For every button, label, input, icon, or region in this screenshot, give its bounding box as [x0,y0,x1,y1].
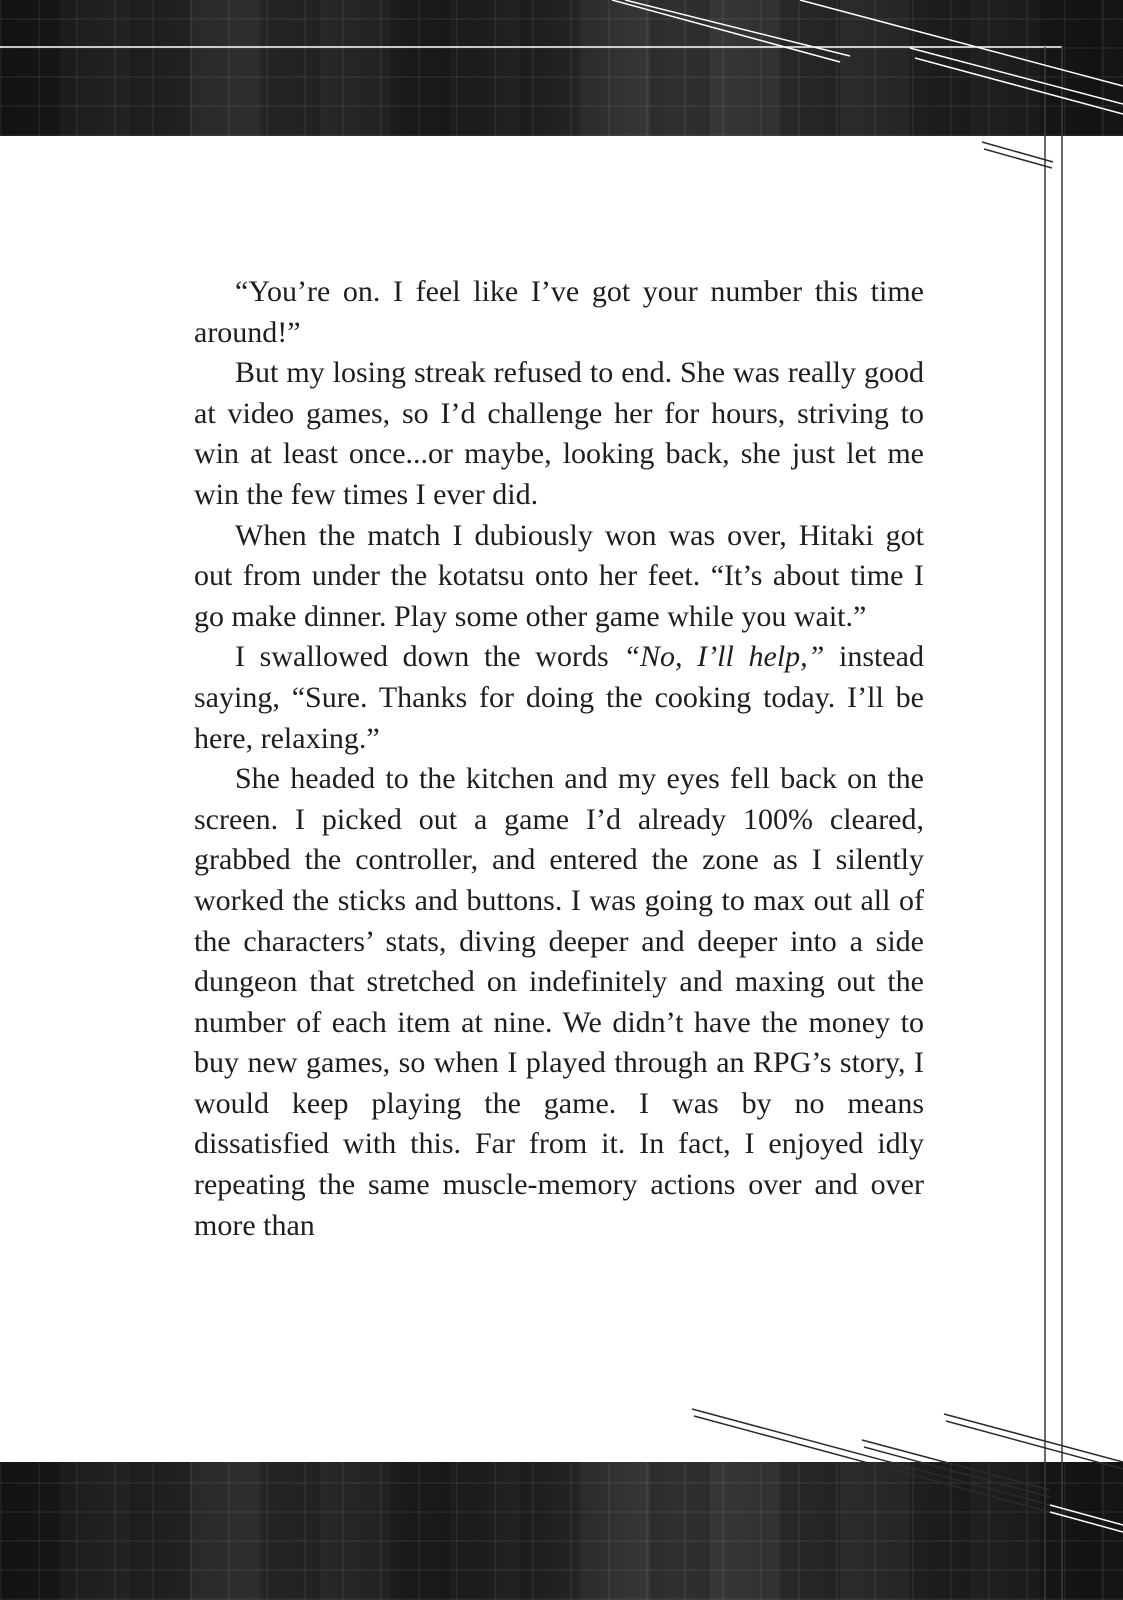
body-text [194,272,924,1246]
paragraph: But my losing streak refused to end. She was really good at video games, so I’d challenge her for hours, striving to win at least once...or maybe, looking back, she just let me win the few times I ever did. [194,356,924,511]
italic-quote: “No, I’ll help,” [623,640,825,674]
paragraph [194,637,924,759]
paragraph-text: instead saying, “Sure. Thanks for doing the cooking today. I’ll be here, relaxing.” [194,640,924,755]
paragraph: She headed to the kitchen and my eyes fell back on the screen. I picked out a game I’d already 100% cleared, grabbed the controller, and entered the zone as I silently worked the sticks and buttons. I was going to max out all of the characters’ stats, diving deeper and deeper into a side dungeon that stretched on indefinitely and maxing out the number of each item at nine. We didn’t have the money to buy new games, so when I played through an RPG’s story, I would keep playing the game. I was by no means dissatisfied with this. Far from it. In fact, I enjoyed idly repeating the same muscle-memory actions over and over more than [194,762,924,1242]
paragraph-text: I swallowed down the words [235,640,624,674]
paragraph: When the match I dubiously won was over, Hitaki got out from under the kotatsu onto her feet. “It’s about time I go make dinner. Play some other game while you wait.” [194,518,924,633]
paragraph: “You’re on. I feel like I’ve got your number this time around!” [194,275,924,349]
